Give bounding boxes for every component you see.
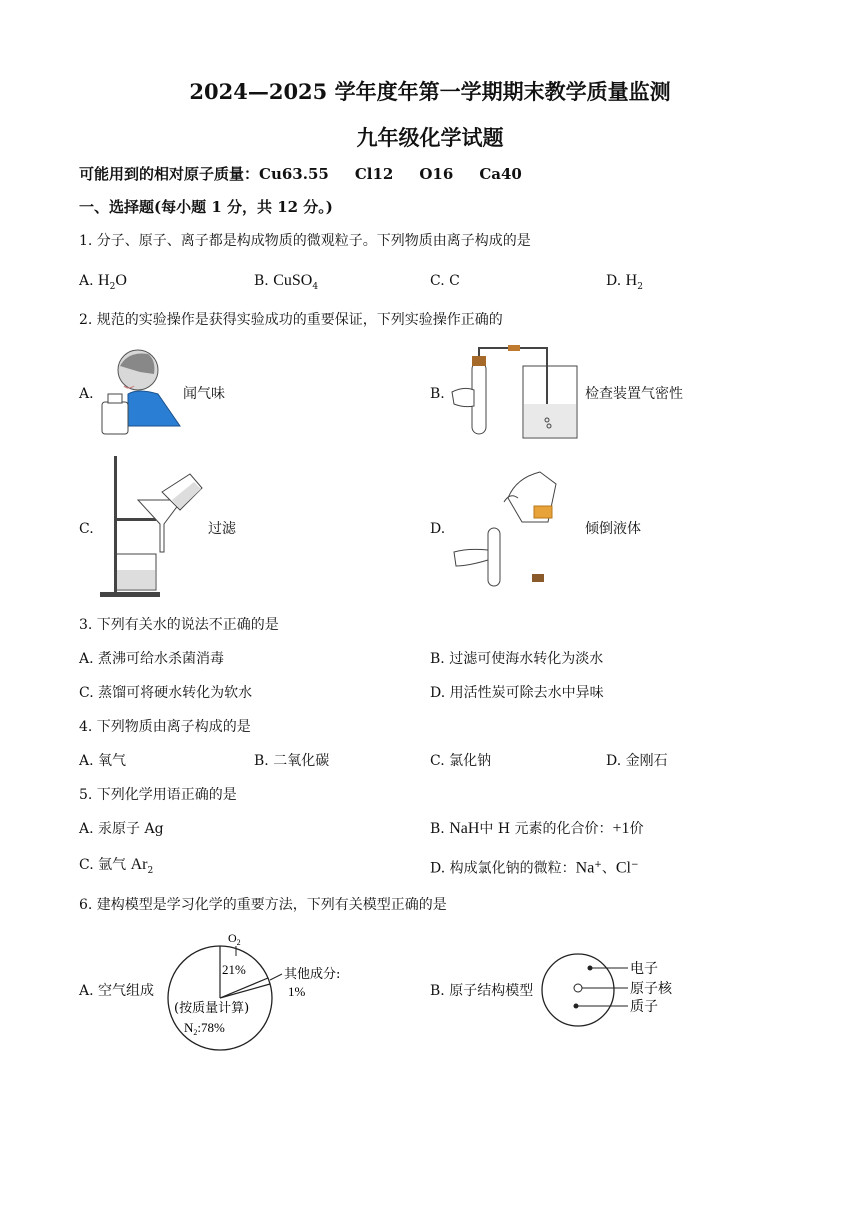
q4-option-b: B. 二氧化碳 <box>254 753 330 769</box>
q2-a-letter: A. <box>79 386 94 402</box>
q3-option-b: B. 过滤可使海水转化为淡水 <box>430 651 604 667</box>
q2-c-text: 过滤 <box>208 521 236 537</box>
pie-other-label: 其他成分: <box>284 967 341 982</box>
pie-note: (按质量计算) <box>174 1001 250 1016</box>
q4-option-d: D. 金刚石 <box>606 753 668 769</box>
q5-option-a: A. 汞原子 Ag <box>79 821 164 837</box>
section-heading: 一、选择题(每小题 1 分，共 12 分。) <box>79 198 333 216</box>
q5-option-d: D. 构成氯化钠的微粒：Na+、Cl− <box>430 859 639 877</box>
q1-option-d: D. $H_2$ <box>606 272 643 292</box>
atom-proton-label: 质子 <box>630 999 658 1015</box>
q1-option-b: B. CuSO$_4$ <box>254 272 319 292</box>
smelling-figure <box>98 346 182 436</box>
q6-stem: 6. 建构模型是学习化学的重要方法，下列有关模型正确的是 <box>79 897 447 913</box>
q4-option-c: C. 氯化钠 <box>430 753 492 769</box>
q3-option-d: D. 用活性炭可除去水中异味 <box>430 685 604 701</box>
q2-c-letter: C. <box>79 521 94 537</box>
pie-other-percent: 1% <box>288 984 306 999</box>
q1-option-a: A. $H_2O$ <box>79 272 127 292</box>
pie-o2-percent: 21% <box>222 962 246 977</box>
atomic-mass-cu: Cu63.55 <box>259 165 329 183</box>
q6-option-a: A. 空气组成 <box>79 983 155 999</box>
atom-structure-model <box>540 950 690 1030</box>
q3-option-a: A. 煮沸可给水杀菌消毒 <box>79 651 225 667</box>
air-composition-pie <box>160 928 360 1052</box>
atomic-mass-line <box>79 165 522 183</box>
q2-stem: 2. 规范的实验操作是获得实验成功的重要保证，下列实验操作正确的 <box>79 312 503 328</box>
atomic-mass-label: 可能用到的相对原子质量： <box>79 165 260 183</box>
page-subtitle: 九年级化学试题 <box>356 125 504 150</box>
q3-stem: 3. 下列有关水的说法不正确的是 <box>79 617 279 633</box>
q4-stem: 4. 下列物质由离子构成的是 <box>79 719 251 735</box>
filtration-figure <box>98 452 208 600</box>
pie-o2-label: $O_2$ <box>228 931 241 947</box>
q6-option-b: B. 原子结构模型 <box>430 983 534 999</box>
q5-stem: 5. 下列化学用语正确的是 <box>79 787 237 803</box>
q5-option-c: C. 氩气 $Ar_2$ <box>79 856 154 876</box>
q2-a-text: 闻气味 <box>183 386 225 402</box>
q2-b-letter: B. <box>430 386 445 402</box>
airtightness-figure <box>450 342 580 442</box>
q1-stem: 1. 分子、原子、离子都是构成物质的微观粒子。下列物质由离子构成的是 <box>79 233 531 249</box>
atom-nucleus-label: 原子核 <box>630 981 672 997</box>
atomic-mass-ca: Ca40 <box>479 165 522 183</box>
atomic-mass-cl: Cl12 <box>354 165 394 183</box>
q2-d-text: 倾倒液体 <box>585 521 641 537</box>
q3-option-c: C. 蒸馏可将硬水转化为软水 <box>79 685 253 701</box>
page-title: 2024—2025 学年度年第一学期期末教学质量监测 <box>189 79 671 104</box>
q2-b-text: 检查装置气密性 <box>585 386 683 402</box>
pouring-figure <box>452 462 572 588</box>
q1-option-c: C. C <box>430 273 460 289</box>
q5-option-b: B. NaH中 H 元素的化合价：+1价 <box>430 820 644 837</box>
atomic-mass-o: O16 <box>419 165 454 183</box>
pie-n2-label: $N_2:78\%$ <box>184 1020 225 1037</box>
q2-d-letter: D. <box>430 521 446 537</box>
atom-electron-label: 电子 <box>630 961 658 977</box>
q4-option-a: A. 氧气 <box>79 753 127 769</box>
